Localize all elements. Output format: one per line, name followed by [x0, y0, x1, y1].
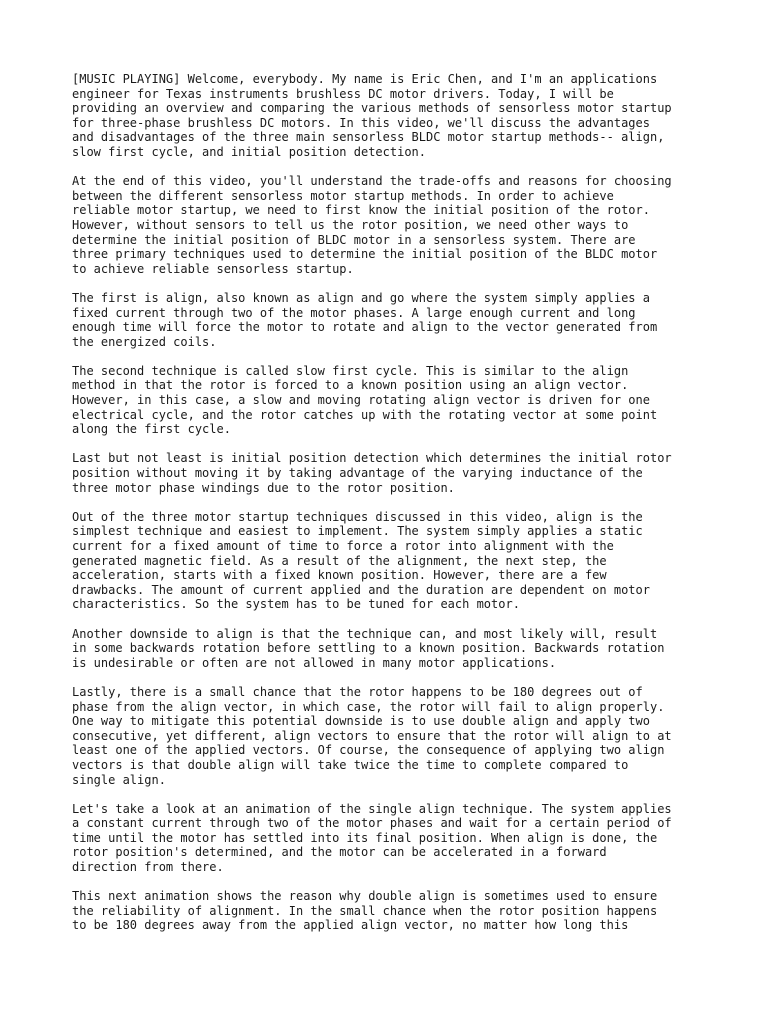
paragraph: [72, 364, 712, 437]
text-line: consecutive, yet different, align vectors to ensure that the rotor will align to at: [72, 728, 672, 743]
text-line: This next animation shows the reason why double align is sometimes used to ensure: [72, 889, 658, 904]
paragraph: [72, 72, 712, 160]
text-line: fixed current through two of the motor phases. A large enough current and long: [72, 305, 636, 320]
text-line: Another downside to align is that the technique can, and most likely will, result: [72, 626, 658, 641]
text-line: Let's take a look at an animation of the single align technique. The system applies: [72, 801, 672, 816]
paragraph: [72, 510, 712, 612]
text-line: for three-phase brushless DC motors. In this video, we'll discuss the advantages: [72, 115, 650, 130]
text-line: However, without sensors to tell us the rotor position, we need other ways to: [72, 217, 629, 232]
text-line: reliable motor startup, we need to first know the initial position of the rotor.: [72, 203, 650, 218]
text-line: least one of the applied vectors. Of course, the consequence of applying two align: [72, 743, 665, 758]
text-line: At the end of this video, you'll understand the trade-offs and reasons for choosing: [72, 174, 672, 189]
text-line: a constant current through two of the motor phases and wait for a certain period of: [72, 816, 672, 831]
text-line: and disadvantages of the three main sensorless BLDC motor startup methods-- align,: [72, 130, 665, 145]
text-line: The first is align, also known as align and go where the system simply applies a: [72, 290, 650, 305]
text-line: engineer for Texas instruments brushless DC motor drivers. Today, I will be: [72, 86, 614, 101]
text-line: determine the initial position of BLDC motor in a sensorless system. There are: [72, 232, 636, 247]
paragraph: [72, 802, 712, 875]
text-line: phase from the align vector, in which case, the rotor will fail to align properly.: [72, 699, 665, 714]
text-line: Out of the three motor startup techniques discussed in this video, align is the: [72, 509, 643, 524]
text-line: method in that the rotor is forced to a known position using an align vector.: [72, 378, 629, 393]
text-line: The second technique is called slow first cycle. This is similar to the align: [72, 363, 629, 378]
text-line: vectors is that double align will take twice the time to complete compared to: [72, 757, 629, 772]
text-line: electrical cycle, and the rotor catches up with the rotating vector at some point: [72, 407, 658, 422]
paragraph: [72, 889, 712, 933]
text-line: generated magnetic field. As a result of the alignment, the next step, the: [72, 553, 607, 568]
text-line: One way to mitigate this potential downside is to use double align and apply two: [72, 714, 650, 729]
text-line: However, in this case, a slow and moving rotating align vector is driven for one: [72, 393, 650, 408]
text-line: single align.: [72, 772, 166, 787]
paragraph: [72, 627, 712, 671]
text-line: is undesirable or often are not allowed in many motor applications.: [72, 655, 557, 670]
text-line: three primary techniques used to determine the initial position of the BLDC motor: [72, 247, 658, 262]
text-line: rotor position's determined, and the motor can be accelerated in a forward: [72, 845, 607, 860]
text-line: slow first cycle, and initial position detection.: [72, 144, 427, 159]
text-line: simplest technique and easiest to implement. The system simply applies a static: [72, 524, 643, 539]
text-line: between the different sensorless motor startup methods. In order to achieve: [72, 188, 614, 203]
text-line: in some backwards rotation before settling to a known position. Backwards rotation: [72, 641, 665, 656]
paragraph: [72, 451, 712, 495]
text-line: Lastly, there is a small chance that the rotor happens to be 180 degrees out of: [72, 684, 643, 699]
text-line: providing an overview and comparing the various methods of sensorless motor startup: [72, 101, 672, 116]
paragraph: [72, 174, 712, 276]
text-line: enough time will force the motor to rotate and align to the vector generated from: [72, 320, 658, 335]
text-line: along the first cycle.: [72, 422, 231, 437]
text-line: to achieve reliable sensorless startup.: [72, 261, 354, 276]
text-line: position without moving it by taking advantage of the varying inductance of the: [72, 466, 643, 481]
text-line: three motor phase windings due to the rotor position.: [72, 480, 455, 495]
text-line: the energized coils.: [72, 334, 217, 349]
paragraph: [72, 685, 712, 787]
text-line: acceleration, starts with a fixed known position. However, there are a few: [72, 568, 607, 583]
paragraph: [72, 291, 712, 349]
text-line: drawbacks. The amount of current applied and the duration are dependent on motor: [72, 582, 650, 597]
text-line: current for a fixed amount of time to force a rotor into alignment with the: [72, 539, 614, 553]
text-line: characteristics. So the system has to be tuned for each motor.: [72, 597, 520, 612]
text-line: the reliability of alignment. In the small chance when the rotor position happens: [72, 903, 658, 918]
text-line: time until the motor has settled into its final position. When align is done, the: [72, 830, 658, 845]
transcript-body: [72, 72, 712, 948]
text-line: direction from there.: [72, 860, 224, 875]
text-line: Last but not least is initial position detection which determines the initial rotor: [72, 451, 672, 466]
text-line: [MUSIC PLAYING] Welcome, everybody. My name is Eric Chen, and I'm an applications: [72, 72, 658, 86]
text-line: to be 180 degrees away from the applied align vector, no matter how long this: [72, 918, 629, 933]
